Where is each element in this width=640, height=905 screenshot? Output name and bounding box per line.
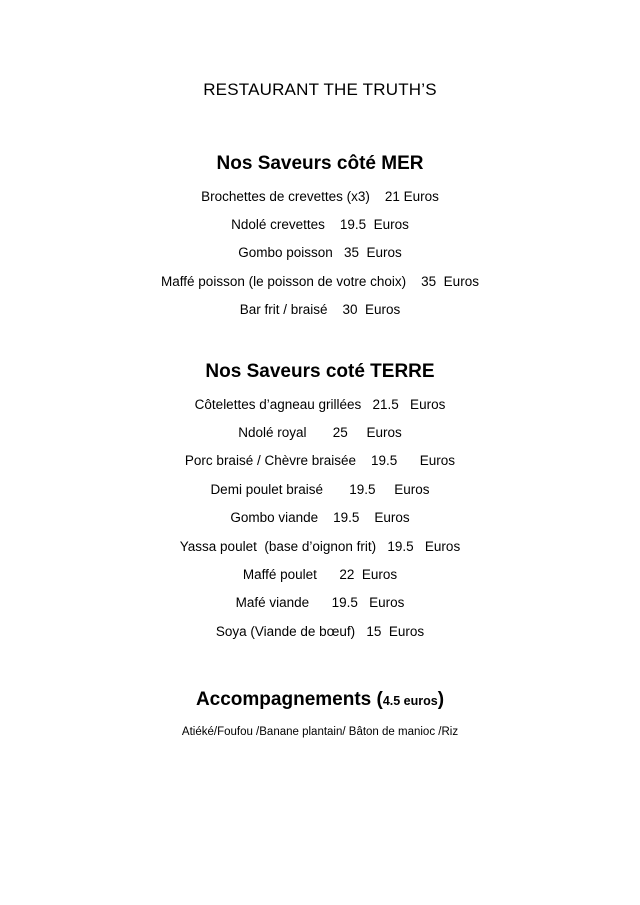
menu-item: Brochettes de crevettes (x3) 21 Euros [201, 189, 439, 204]
menu-item: Ndolé crevettes 19.5 Euros [231, 217, 409, 232]
menu-item: Demi poulet braisé 19.5 Euros [210, 482, 430, 497]
accompaniments-heading [0, 689, 640, 711]
menu-item: Mafé viande 19.5 Euros [235, 595, 405, 610]
accompaniments-price: 4.5 euros [382, 694, 438, 708]
accompaniments-heading-close: ) [437, 689, 445, 710]
accompaniments-list: Atiéké/Foufou /Banane plantain/ Bâton de manioc /Riz [181, 726, 459, 738]
menu-item: Bar frit / braisé 30 Euros [239, 302, 401, 317]
menu-item: Côtelettes d’agneau grillées 21.5 Euros [194, 397, 446, 412]
section-heading-mer: Nos Saveurs côté MER [216, 153, 424, 174]
menu-item: Gombo poisson 35 Euros [238, 245, 402, 260]
menu-item: Soya (Viande de bœuf) 15 Euros [215, 624, 425, 639]
accompaniments-heading-text: Accompagnements ( [195, 689, 383, 710]
menu-item: Gombo viande 19.5 Euros [230, 510, 410, 525]
menu-item: Maffé poulet 22 Euros [242, 567, 398, 582]
menu-item: Yassa poulet (base d’oignon frit) 19.5 Euros [179, 539, 461, 554]
menu-item: Maffé poisson (le poisson de votre choix) 35 Euros [161, 274, 479, 289]
section-heading-terre: Nos Saveurs coté TERRE [205, 361, 435, 382]
menu-item: Porc braisé / Chèvre braisée 19.5 Euros [184, 453, 456, 468]
restaurant-title: RESTAURANT THE TRUTH’S [203, 80, 437, 99]
menu-item: Ndolé royal 25 Euros [238, 425, 402, 440]
